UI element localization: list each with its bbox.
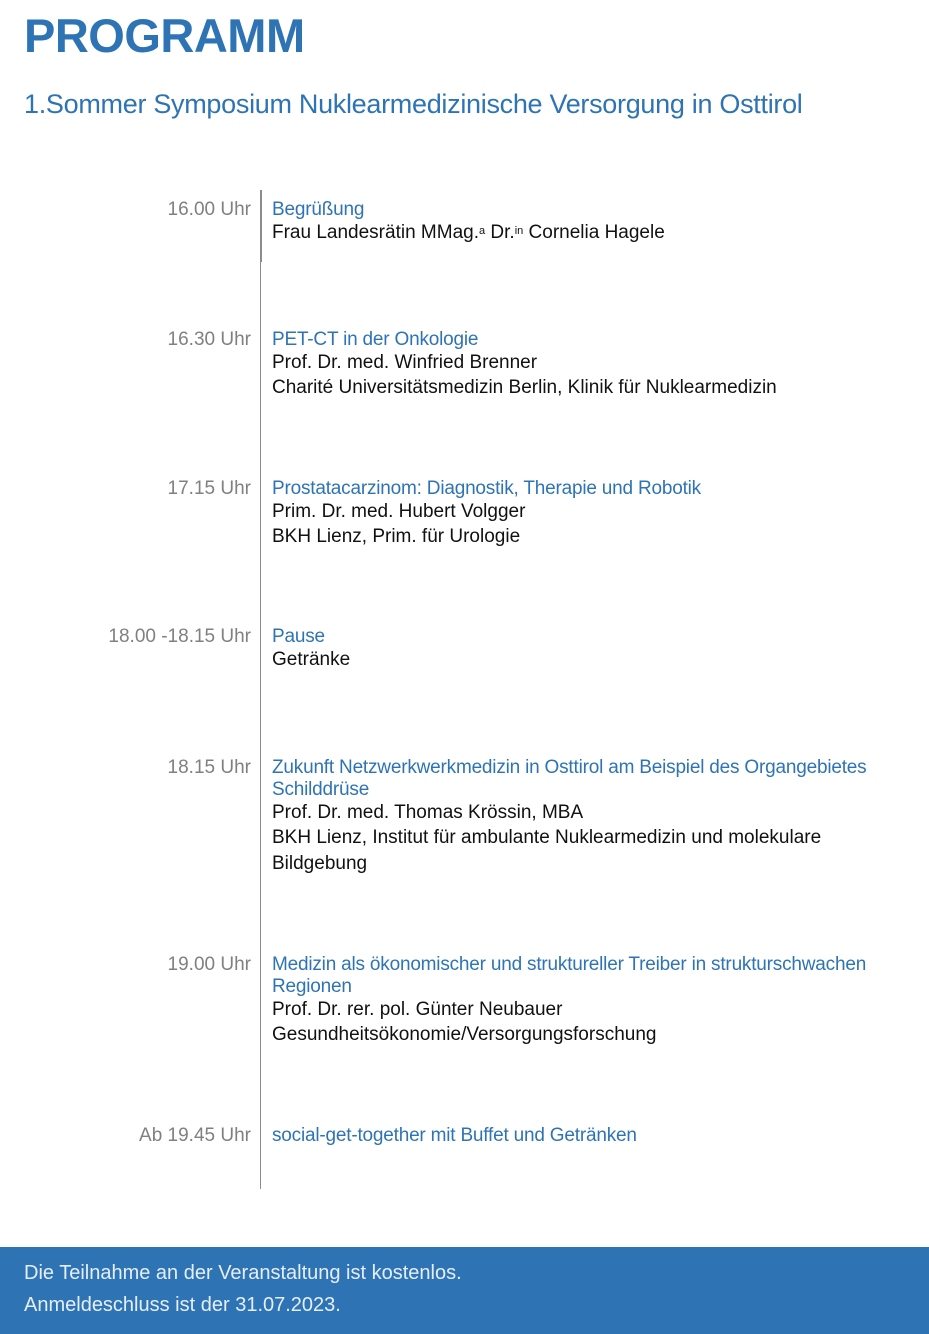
program-title: Zukunft Netzwerkwerkmedizin in Osttirol am Beispiel des Organgebietes Schilddrüse (272, 757, 867, 800)
program-time: 18.15 Uhr (167, 757, 251, 778)
program-entry (272, 329, 917, 401)
footer-banner (0, 1247, 929, 1334)
program-time: Ab 19.45 Uhr (139, 1125, 251, 1146)
program-speaker: Prof. Dr. med. Thomas Krössin, MBA (272, 802, 584, 823)
program-entry (272, 1125, 917, 1147)
program-entry (272, 478, 917, 550)
program-speaker: Frau Landesrätin MMag.$^a$ Dr.$^{in}$ Cornelia Hagele (272, 222, 665, 243)
program-affiliation: Gesundheitsökonomie/Versorgungsforschung (272, 1024, 657, 1045)
page-title: PROGRAMM (24, 9, 305, 62)
program-entry (272, 199, 917, 245)
timeline-divider (260, 262, 261, 1189)
program-entry (272, 954, 917, 1048)
timeline-divider-top (260, 190, 262, 262)
program-title: PET-CT in der Onkologie (272, 329, 479, 350)
program-entry (272, 626, 917, 672)
program-time: 19.00 Uhr (167, 954, 251, 975)
program-detail: Getränke (272, 649, 351, 670)
program-entry (272, 757, 917, 877)
program-time: 18.00 -18.15 Uhr (108, 626, 251, 647)
program-time: 17.15 Uhr (167, 478, 251, 499)
program-title: social-get-together mit Buffet und Getränken (272, 1125, 637, 1146)
program-affiliation: Charité Universitätsmedizin Berlin, Klinik für Nuklearmedizin (272, 377, 777, 398)
program-speaker: Prof. Dr. med. Winfried Brenner (272, 352, 538, 373)
program-affiliation: BKH Lienz, Institut für ambulante Nuklearmedizin und molekulare Bildgebung (272, 827, 822, 874)
program-title: Prostatacarzinom: Diagnostik, Therapie und Robotik (272, 478, 701, 499)
program-affiliation: BKH Lienz, Prim. für Urologie (272, 526, 521, 547)
program-speaker: Prim. Dr. med. Hubert Volgger (272, 501, 526, 522)
program-title: Medizin als ökonomischer und struktureller Treiber in strukturschwachen Regionen (272, 954, 867, 997)
program-title: Pause (272, 626, 325, 647)
program-speaker: Prof. Dr. rer. pol. Günter Neubauer (272, 999, 563, 1020)
footer-note: Die Teilnahme an der Veranstaltung ist kostenlos. (24, 1262, 462, 1284)
footer-deadline: Anmeldeschluss ist der 31.07.2023. (24, 1294, 341, 1316)
page-subtitle: 1.Sommer Symposium Nuklearmedizinische Versorgung in Osttirol (24, 89, 803, 119)
program-title: Begrüßung (272, 199, 365, 220)
program-time: 16.30 Uhr (167, 329, 251, 350)
program-time: 16.00 Uhr (167, 199, 251, 220)
